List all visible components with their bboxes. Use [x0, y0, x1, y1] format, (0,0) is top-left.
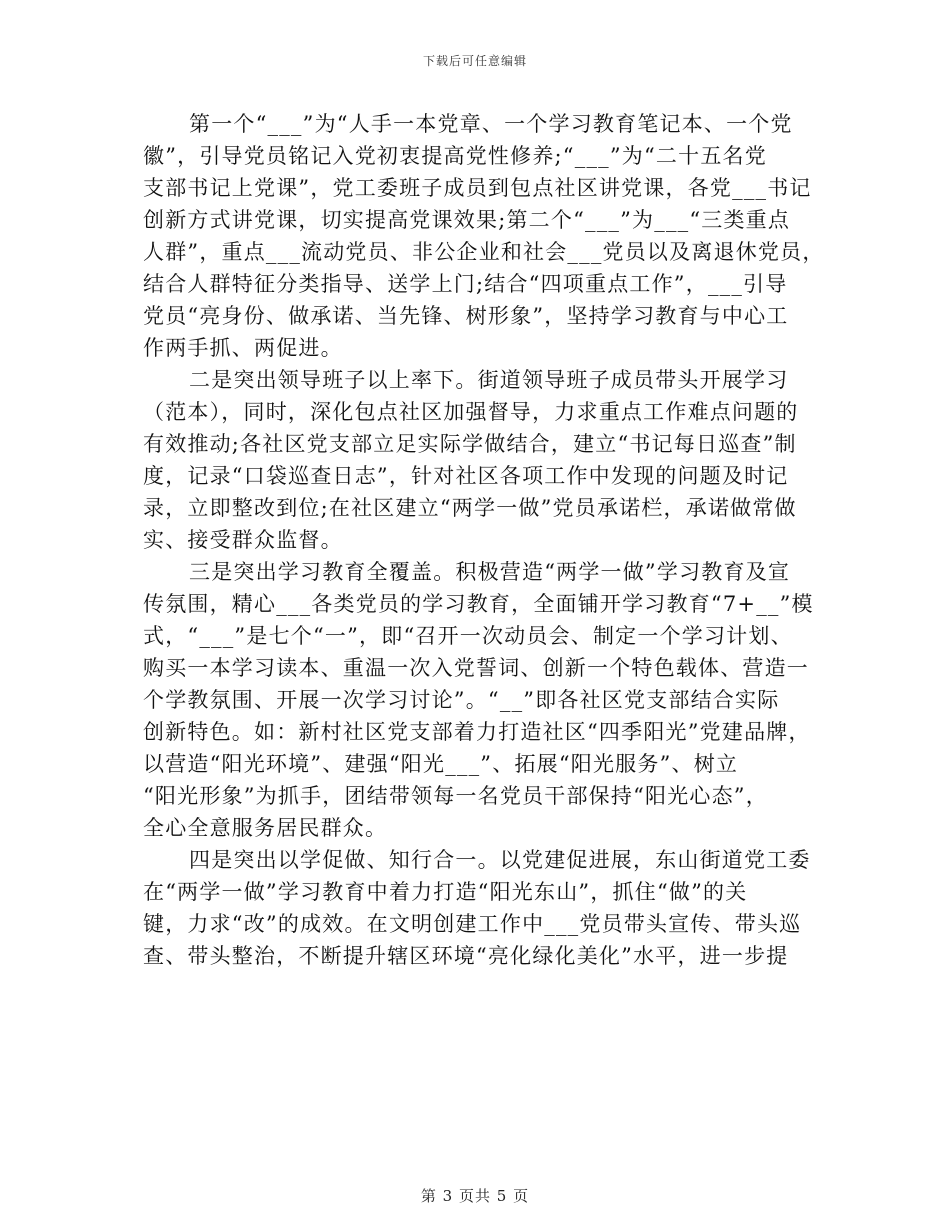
text-line: 度，记录“口袋巡查日志”，针对社区各项工作中发现的问题及时记 [143, 464, 789, 488]
text-line: 个学教氛围、开展一次学习讨论”。“__”即各社区党支部结合实际 [143, 688, 780, 712]
text-line: 支部书记上党课”，党工委班子成员到包点社区讲党课，各党___书记 [143, 176, 812, 200]
page-header: 下载后可任意编辑 [422, 54, 527, 68]
text-line: 创新特色。如：新村社区党支部着力打造社区“四季阳光”党建品牌， [143, 720, 811, 744]
text-line: 在“两学一做”学习教育中着力打造“阳光东山”，抓住“做”的关 [143, 880, 748, 904]
text-line: 作两手抓、两促进。 [143, 336, 343, 360]
text-line: 购买一本学习读本、重温一次入党誓词、创新一个特色载体、营造一 [143, 656, 809, 680]
text-line: 查、带头整治，不断提升辖区环境“亮化绿化美化”水平，进一步提 [143, 944, 789, 968]
text-line: 录，立即整改到位;在社区建立“两学一做”党员承诺栏，承诺做常做 [143, 496, 797, 520]
text-line: 以营造“阳光环境”、建强“阳光___”、拓展“阳光服务”、树立 [143, 752, 739, 776]
text-line: 党员“亮身份、做承诺、当先锋、树形象”，坚持学习教育与中心工 [143, 304, 789, 328]
text-line: 结合人群特征分类指导、送学上门;结合“四项重点工作”，___引导 [143, 272, 788, 296]
text-line: 创新方式讲党课，切实提高党课效果;第二个“___”为___“三类重点 [143, 208, 791, 232]
paragraph-first-line: 二是突出领导班子以上率下。街道领导班子成员带头开展学习 [189, 368, 789, 392]
text-line: 实、接受群众监督。 [143, 528, 343, 552]
page-footer: 第 3 页共 5 页 [420, 1187, 530, 1205]
text-line: “阳光形象”为抓手，团结带领每一名党员干部保持“阳光心态”， [143, 784, 768, 808]
text-line: （范本），同时，深化包点社区加强督导，力求重点工作难点问题的 [143, 400, 799, 424]
text-line: 徽”，引导党员铭记入党初衷提高党性修养;“___”为“二十五名党 [143, 144, 767, 168]
text-line: 人群”，重点___流动党员、非公企业和社会___党员以及离退休党员， [143, 240, 825, 264]
text-line: 式，“___”是七个“一”，即“召开一次动员会、制定一个学习计划、 [143, 624, 793, 648]
paragraph-first-line: 三是突出学习教育全覆盖。积极营造“两学一做”学习教育及宣 [189, 560, 791, 584]
text-line: 全心全意服务居民群众。 [143, 816, 388, 840]
text-line: 有效推动;各社区党支部立足实际学做结合，建立“书记每日巡查”制 [143, 432, 797, 456]
paragraph-first-line: 第一个“___”为“人手一本党章、一个学习教育笔记本、一个党 [189, 112, 793, 136]
text-line: 传氛围，精心___各类党员的学习教育，全面铺开学习教育“7+__”模 [143, 592, 814, 616]
paragraph-first-line: 四是突出以学促做、知行合一。以党建促进展，东山街道党工委 [189, 848, 811, 872]
document-body [143, 108, 823, 972]
text-line: 键，力求“改”的成效。在文明创建工作中___党员带头宣传、带头巡 [143, 912, 802, 936]
